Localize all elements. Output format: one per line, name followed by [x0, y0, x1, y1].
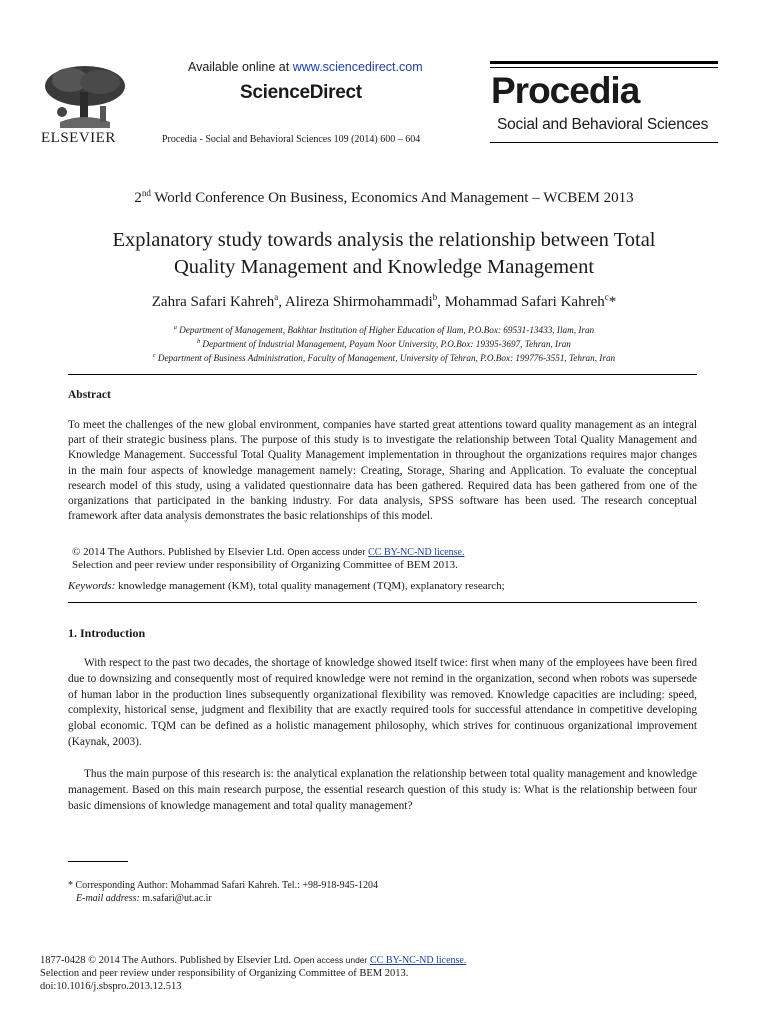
- available-online-prefix: Available online at: [188, 60, 290, 74]
- corresponding-author-footnote: [68, 880, 378, 905]
- affiliation: $^c$ Department of Business Administration, Faculty of Management, University of Tehran, P.O.Box: 199776-3551, Tehran, Iran: [152, 353, 616, 364]
- issn-copyright: 1877-0428 © 2014 The Authors. Published by Elsevier Ltd. Open access under CC BY-NC-ND license.: [40, 955, 467, 966]
- procedia-thin-rule: [490, 67, 718, 68]
- title-line-1: Explanatory study towards analysis the relationship between Total: [112, 229, 656, 251]
- abstract-bottom-rule: [68, 602, 697, 603]
- abstract-heading: Abstract: [68, 389, 111, 401]
- email-address: m.safari@ut.ac.ir: [139, 892, 212, 904]
- footnote-rule: [68, 861, 128, 862]
- introduction-heading: 1. Introduction: [68, 626, 146, 640]
- affiliation: $^a$ Department of Management, Bakhtar Institution of Higher Education of Ilam, P.O.Box: 69531-13433, Ilam, Iran: [173, 325, 595, 336]
- introduction-paragraph-1: With respect to the past two decades, the shortage of knowledge showed itself twice: first when many of the employees have been fired due to downsizing and consequently most of required knowledge were not remind in the organization, second when robots was supersede of human labor in the production lines subsequently organizational flexibility was removed. Knowledge capacities are including: speed, complexity, historical sense, judgment and flexibility that are exactly required tools for successful attendance in competitive developing global economic. TQM can be defined as a holistic management philosophy, which strives for continuous organizational improvement (Kaynak, 2003).: [68, 657, 697, 748]
- procedia-bottom-rule: [490, 142, 718, 143]
- keywords: Keywords: knowledge management (KM), total quality management (TQM), explanatory research;: [68, 580, 505, 592]
- conference-name: 2nd World Conference On Business, Economics And Management – WCBEM 2013: [134, 188, 634, 206]
- available-online-line: [188, 60, 423, 74]
- page-footer: [40, 954, 466, 993]
- footer-review-note: Selection and peer review under responsibility of Organizing Committee of BEM 2013.: [40, 968, 409, 979]
- author-list: Zahra Safari Kahreh$^a$, Alireza Shirmohammadi$^b$, Mohammad Safari Kahreh$^c$*: [151, 292, 617, 310]
- elsevier-wordmark: ELSEVIER: [41, 130, 116, 146]
- affiliation-list: [0, 322, 768, 364]
- abstract-review-note: Selection and peer review under responsibility of Organizing Committee of BEM 2013.: [72, 559, 458, 571]
- journal-reference: Procedia - Social and Behavioral Sciences 109 (2014) 600 – 604: [162, 134, 421, 145]
- author-name: Zahra Safari Kahreh: [151, 294, 275, 310]
- introduction-paragraph-2: Thus the main purpose of this research is: the analytical explanation the relationship between total quality management and knowledge management. Based on this main research purpose, the essential research question of this study is: What is the relationship between four basic dimensions of knowledge management and total quality management?: [68, 768, 697, 812]
- paper-title: [40, 227, 728, 281]
- doi: doi:10.1016/j.sbspro.2013.12.513: [40, 981, 182, 992]
- sciencedirect-logo: ScienceDirect: [240, 82, 362, 103]
- author-name: Alireza Shirmohammadi: [284, 294, 433, 310]
- author-name: Mohammad Safari Kahreh: [444, 294, 605, 310]
- title-line-2: Quality Management and Knowledge Management: [173, 256, 595, 278]
- procedia-logo: Procedia: [491, 70, 640, 111]
- email-line: E-mail address: m.safari@ut.ac.ir: [76, 892, 212, 904]
- keywords-label: Keywords:: [68, 580, 116, 592]
- license-link[interactable]: CC BY-NC-ND license.: [368, 547, 465, 558]
- abstract-copyright: © 2014 The Authors. Published by Elsevier Ltd. Open access under CC BY-NC-ND license.: [72, 546, 465, 558]
- procedia-subtitle: Social and Behavioral Sciences: [497, 116, 709, 133]
- sciencedirect-link[interactable]: www.sciencedirect.com: [292, 60, 423, 74]
- affiliation: $^b$ Department of Industrial Management, Payam Noor University, P.O.Box: 19395-3697, Tehran, Iran: [197, 339, 571, 350]
- corresponding-author: * Corresponding Author: Mohammad Safari Kahreh. Tel.: +98-918-945-1204: [68, 880, 378, 891]
- footer-license-link[interactable]: CC BY-NC-ND license.: [369, 955, 467, 966]
- abstract-body: To meet the challenges of the new global environment, companies have started great attentions toward quality management as an integral part of their strategic business plans. The purpose of this study is to investigate the relationship between Total Quality Management and Knowledge Management. Successful Total Quality Management implementation in throughout the organizations requires major changes in the main four aspects of knowledge management namely: Creating, Storage, Sharing and Application. To evaluate the conceptual research model of this study, using a validated questionnaire data has been gathered. Required data has been gathered from one of the organizations that participated in the banking industry. For data analysis, SPSS software has been used. The research conceptual framework after data analysis demonstrates the basic relationships of this model.: [68, 419, 697, 523]
- abstract-top-rule: [68, 374, 697, 375]
- procedia-top-rule: [490, 61, 718, 64]
